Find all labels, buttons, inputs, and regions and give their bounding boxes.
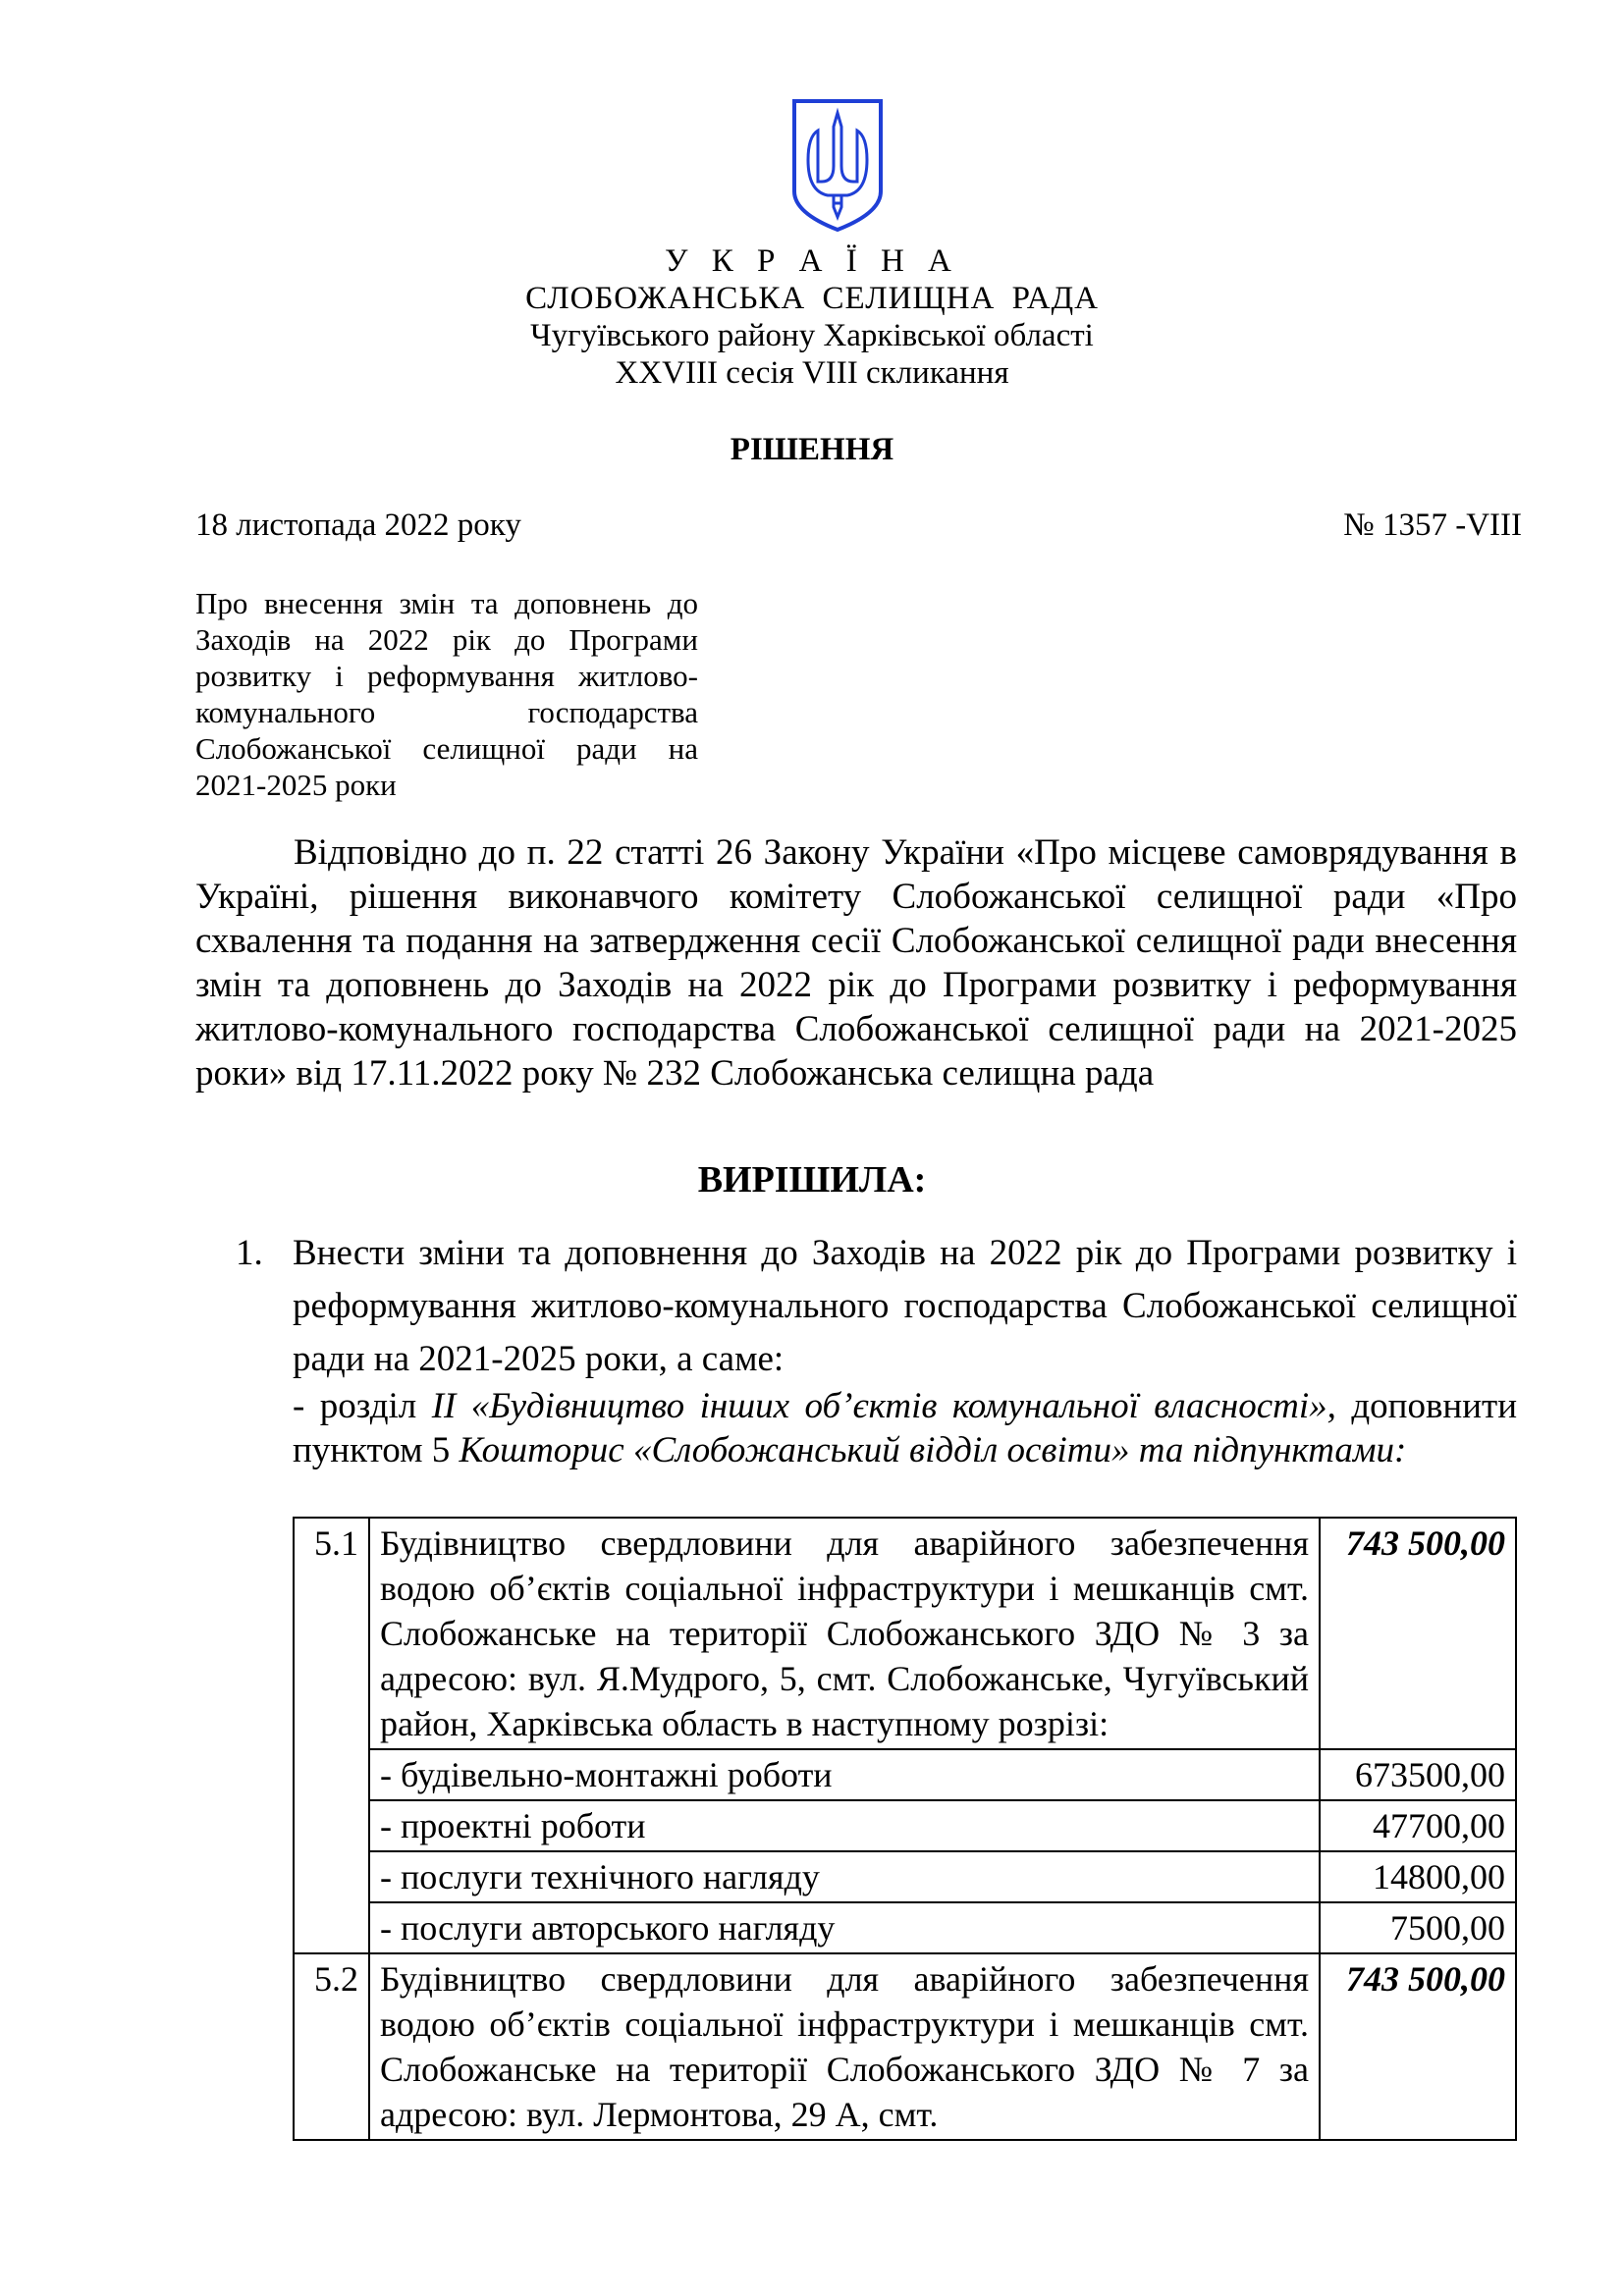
row-amount: 14800,00: [1320, 1851, 1516, 1902]
row-description: - послуги технічного нагляду: [369, 1851, 1320, 1902]
row-description: - проектні роботи: [369, 1800, 1320, 1851]
table-row: [294, 1851, 1516, 1902]
decision-date: 18 листопада 2022 року: [195, 507, 521, 543]
table-row: [294, 1953, 1516, 2140]
row-number: 5.1: [294, 1518, 369, 1953]
row-description: - послуги авторського нагляду: [369, 1902, 1320, 1953]
table-row: [294, 1902, 1516, 1953]
table-row: [294, 1800, 1516, 1851]
section-name: ІІ «Будівництво інших об’єктів комунальної власності»,: [431, 1386, 1336, 1426]
decision-subject: Про внесення змін та доповнень до Заходів на 2022 рік до Програми розвитку і реформування житлово-комунального господарства Слобожанської селищної ради на 2021-2025 роки: [195, 586, 698, 802]
district-line: Чугуївського району Харківської області: [530, 318, 1094, 353]
row-description: Будівництво свердловини для аварійного забезпечення водою об’єктів соціальної інфраструктури і мешканців смт. Слобожанське на території Слобожанського ЗДО № 3 за адресою: вул. Я.Мудрого, 5, смт. Слобожанське, Чугуївський район, Харківська область в наступному розрізі:: [369, 1518, 1320, 1749]
row-amount: 47700,00: [1320, 1800, 1516, 1851]
coat-of-arms-emblem: [790, 97, 885, 234]
decision-number: № 1357 -VIII: [1343, 507, 1522, 543]
document-type: РІШЕННЯ: [730, 432, 894, 467]
costs-table: [293, 1517, 1517, 2141]
council-name: СЛОБОЖАНСЬКА СЕЛИЩНА РАДА: [525, 281, 1099, 316]
row-amount: 7500,00: [1320, 1902, 1516, 1953]
row-amount: 673500,00: [1320, 1749, 1516, 1800]
row-total: 743 500,00: [1320, 1518, 1516, 1749]
row-number: 5.2: [294, 1953, 369, 2140]
resolved-heading: ВИРІШИЛА:: [697, 1159, 927, 1201]
subsection-paragraph: [293, 1384, 1517, 1472]
estimate-name: Кошторис «Слобожанський відділ освіти» та підпунктами:: [459, 1430, 1407, 1470]
row-description: - будівельно-монтажні роботи: [369, 1749, 1320, 1800]
session-line: XXVIII сесія VIII скликання: [615, 355, 1009, 391]
table-row: [294, 1518, 1516, 1749]
item-number: 1.: [236, 1233, 263, 1273]
subsection-prefix: - розділ: [293, 1386, 432, 1426]
country-title: У К Р А Ї Н А: [665, 243, 959, 279]
row-description: Будівництво свердловини для аварійного забезпечення водою об’єктів соціальної інфраструктури і мешканців смт. Слобожанське на території Слобожанського ЗДО № 7 за адресою: вул. Лермонтова, 29 А, смт.: [369, 1953, 1320, 2140]
item-text: Внести зміни та доповнення до Заходів на 2022 рік до Програми розвитку і реформування житлово-комунального господарства Слобожанської селищної ради на 2021-2025 роки, а саме:: [293, 1233, 1517, 1379]
preamble-paragraph: Відповідно до п. 22 статті 26 Закону України «Про місцеве самоврядування в Україні, рішення виконавчого комітету Слобожанської селищної ради «Про схвалення та подання на затвердження сесії Слобожанської селищної ради внесення змін та доповнень до Заходів на 2022 рік до Програми розвитку і реформування житлово-комунального господарства Слобожанської селищної ради на 2021-2025 роки» від 17.11.2022 року № 232 Слобожанська селищна рада: [195, 832, 1517, 1094]
resolution-item-1: [236, 1227, 1517, 1386]
table-row: [294, 1749, 1516, 1800]
row-total: 743 500,00: [1320, 1953, 1516, 2140]
subsection-middle: доповнити пунктом 5: [293, 1386, 1518, 1470]
